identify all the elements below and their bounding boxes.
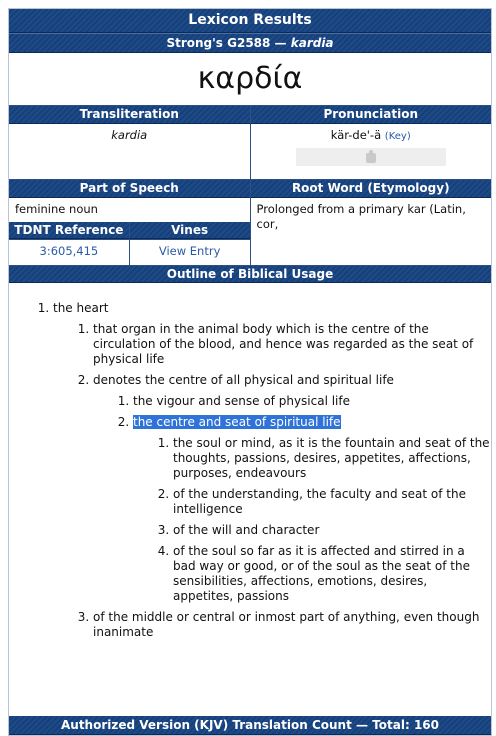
kjv-translation-count[interactable]: Authorized Version (KJV) Translation Count — Total: 160 [9,716,491,735]
pronunciation-heading: Pronunciation [251,106,492,124]
outline-item-text: of the will and character [173,523,320,537]
outline-list-level2 [53,322,491,640]
root-word-cell [250,180,492,265]
outline-item [173,544,491,604]
audio-plugin-placeholder[interactable] [296,148,446,166]
outline-item [93,322,491,367]
outline-item-text: that organ in the animal body which is the centre of the circulation of the blood, and hence was regarded as the seat of physical life [93,322,474,366]
pos-root-row [9,180,491,266]
outline-item [133,415,491,604]
pronunciation-value: kär-de'-ä [330,128,382,142]
transliteration-heading: Transliteration [9,106,250,124]
outline-list-level1 [9,301,491,640]
vines-view-entry-link[interactable]: View Entry [129,240,250,265]
outline-item [93,373,491,604]
tdnt-reference-link[interactable]: 3:605,415 [39,244,99,258]
outline-item [173,436,491,481]
tdnt-heading: TDNT Reference [9,222,129,239]
outline-item [93,610,491,640]
pos-cell [9,180,250,265]
outline-body [9,283,491,716]
outline-item-text: of the understanding, the faculty and seat of the intelligence [173,487,466,516]
greek-lemma: καρδία [9,53,491,106]
puzzle-piece-icon [364,150,378,164]
outline-item [173,523,491,538]
outline-list-level3 [93,394,491,604]
outline-item [53,301,491,640]
outline-item-text: the heart [53,301,109,315]
strongs-number: Strong's G2588 — [166,36,291,50]
lexicon-panel [8,8,492,736]
strongs-word: kardia [290,36,334,50]
outline-list-level4 [133,436,491,604]
outline-item-text: the vigour and sense of physical life [133,394,351,408]
vines-heading: Vines [129,222,250,239]
pronunciation-key-link[interactable]: (Key) [384,131,411,142]
selected-outline-text[interactable]: the centre and seat of spiritual life [133,415,341,429]
outline-item-text: denotes the centre of all physical and spiritual life [93,373,394,387]
tdnt-vines-values [9,239,250,265]
outline-item-text: the soul or mind, as it is the fountain and seat of the thoughts, passions, desires, appetites, affections, purposes, endeavours [173,436,490,480]
root-word-heading: Root Word (Etymology) [251,180,492,198]
transliteration-value: kardia [111,128,148,142]
outline-item [173,487,491,517]
panel-title: Lexicon Results [9,9,491,33]
translit-pronunciation-row [9,106,491,180]
outline-item-text: of the soul so far as it is affected and stirred in a bad way or good, or of the soul as the seat of the sensibilities, affections, emotions, desires, appetites, passions [173,544,470,603]
root-word-value: Prolonged from a primary kar (Latin, cor, [256,202,466,231]
outline-item-text: of the middle or central or inmost part of anything, even though inanimate [93,610,480,639]
pos-heading: Part of Speech [9,180,250,198]
transliteration-cell [9,106,250,179]
tdnt-vines-header [9,222,250,239]
outline-item [133,394,491,409]
pronunciation-cell [250,106,492,179]
outline-heading: Outline of Biblical Usage [9,266,491,283]
strongs-subtitle [9,33,491,53]
pos-value: feminine noun [15,202,98,216]
